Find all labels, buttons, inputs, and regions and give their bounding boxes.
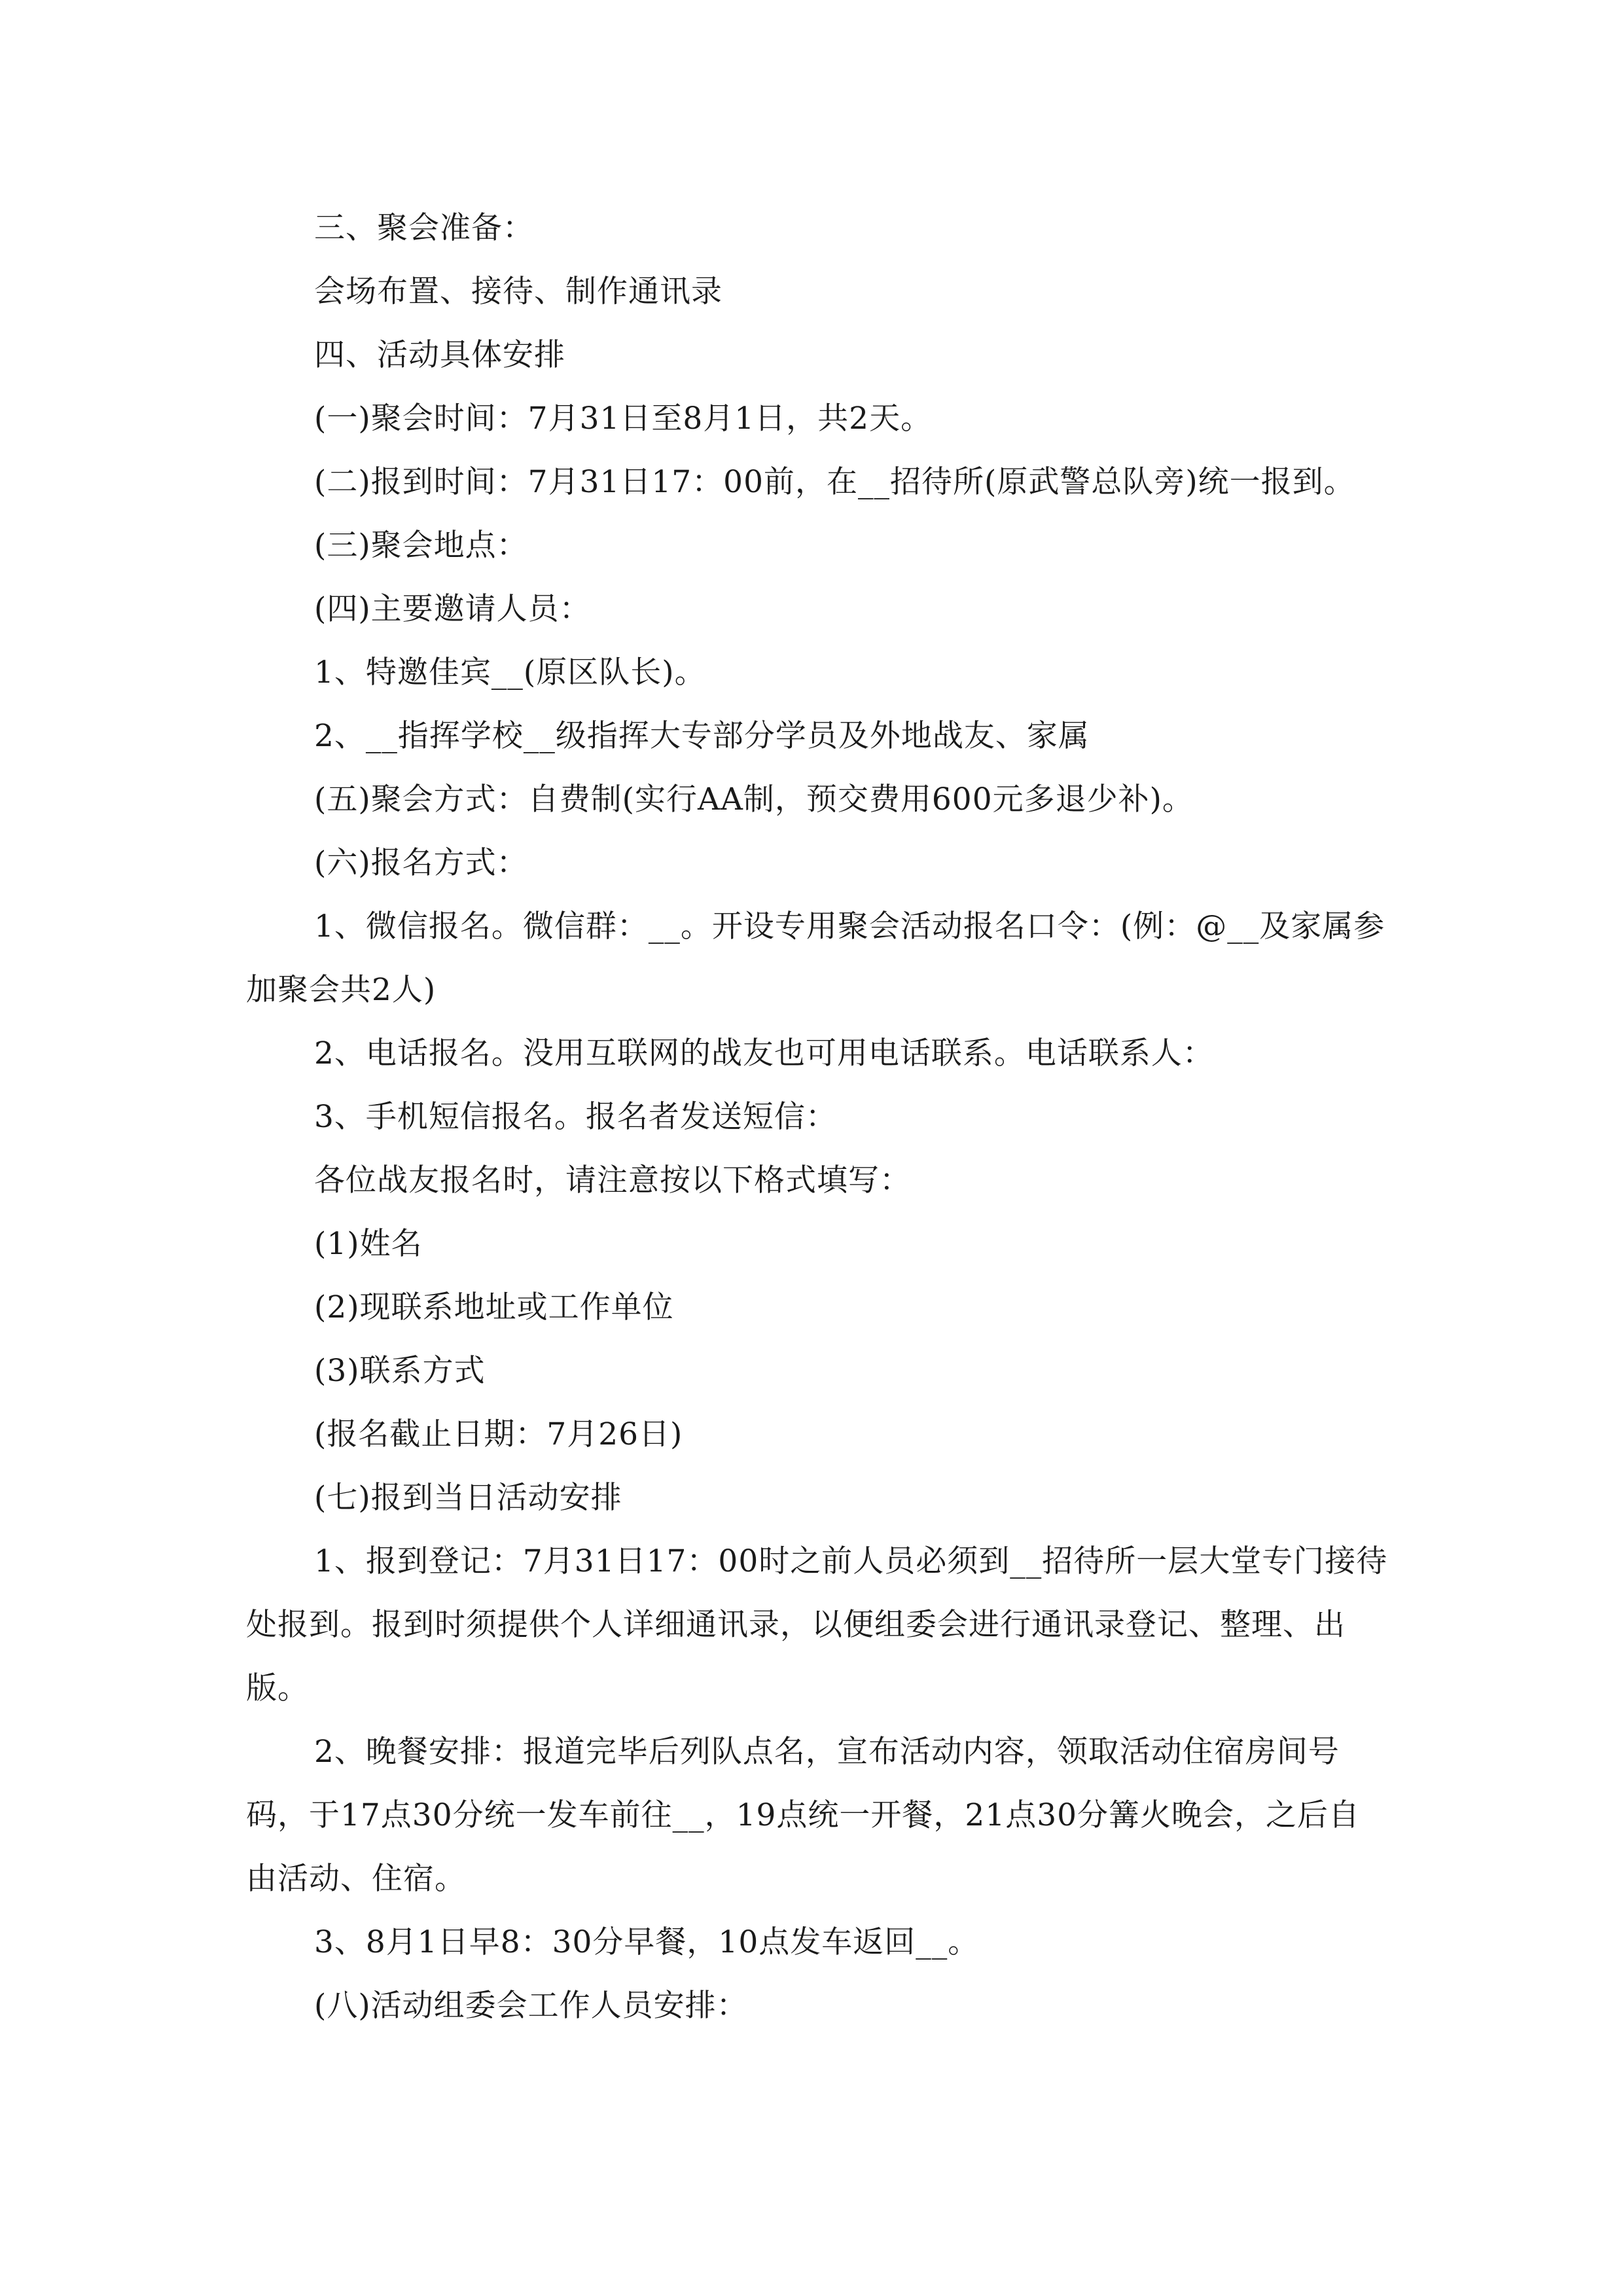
paragraph: (2)现联系地址或工作单位 xyxy=(314,1289,674,1325)
paragraph: 各位战友报名时，请注意按以下格式填写： xyxy=(314,1162,911,1198)
paragraph: 四、活动具体安排 xyxy=(314,337,565,373)
paragraph: (八)活动组委会工作人员安排： xyxy=(314,1988,748,2024)
paragraph: (六)报名方式： xyxy=(314,845,528,881)
paragraph: 2、电话报名。没用互联网的战友也可用电话联系。电话联系人： xyxy=(314,1035,1214,1071)
paragraph: (四)主要邀请人员： xyxy=(314,591,591,627)
paragraph: 3、手机短信报名。报名者发送短信： xyxy=(314,1099,837,1135)
paragraph: (七)报到当日活动安排 xyxy=(314,1480,622,1516)
document-body xyxy=(246,196,1388,2037)
paragraph: 三、聚会准备： xyxy=(314,210,534,246)
paragraph: (一)聚会时间：7月31日至8月1日，共2天。 xyxy=(314,401,933,437)
paragraph: 1、特邀佳宾__(原区队长)。 xyxy=(314,655,706,691)
paragraph: (五)聚会方式：自费制(实行AA制，预交费用600元多退少补)。 xyxy=(314,781,1194,817)
paragraph: 会场布置、接待、制作通讯录 xyxy=(314,274,722,310)
paragraph: 1、微信报名。微信群：__。开设专用聚会活动报名口令：(例：@__及家属参加聚会共2人) xyxy=(246,908,1385,1008)
paragraph: 2、__指挥学校__级指挥大专部分学员及外地战友、家属 xyxy=(314,718,1090,754)
paragraph: 3、8月1日早8：30分早餐，10点发车返回__。 xyxy=(314,1924,980,1960)
paragraph: (3)联系方式 xyxy=(314,1353,486,1389)
paragraph: (三)聚会地点： xyxy=(314,528,528,564)
paragraph: 2、晚餐安排：报道完毕后列队点名，宣布活动内容，领取活动住宿房间号码，于17点30分统一发车前往__，19点统一开餐，21点30分篝火晚会，之后自由活动、住宿。 xyxy=(246,1734,1361,1897)
paragraph: 1、报到登记：7月31日17：00时之前人员必须到__招待所一层大堂专门接待处报到。报到时须提供个人详细通讯录，以便组委会进行通讯录登记、整理、出版。 xyxy=(246,1543,1388,1706)
paragraph: (二)报到时间：7月31日17：00前，在__招待所(原武警总队旁)统一报到。 xyxy=(314,464,1355,500)
paragraph: (报名截止日期：7月26日) xyxy=(314,1416,683,1452)
paragraph: (1)姓名 xyxy=(314,1226,423,1262)
